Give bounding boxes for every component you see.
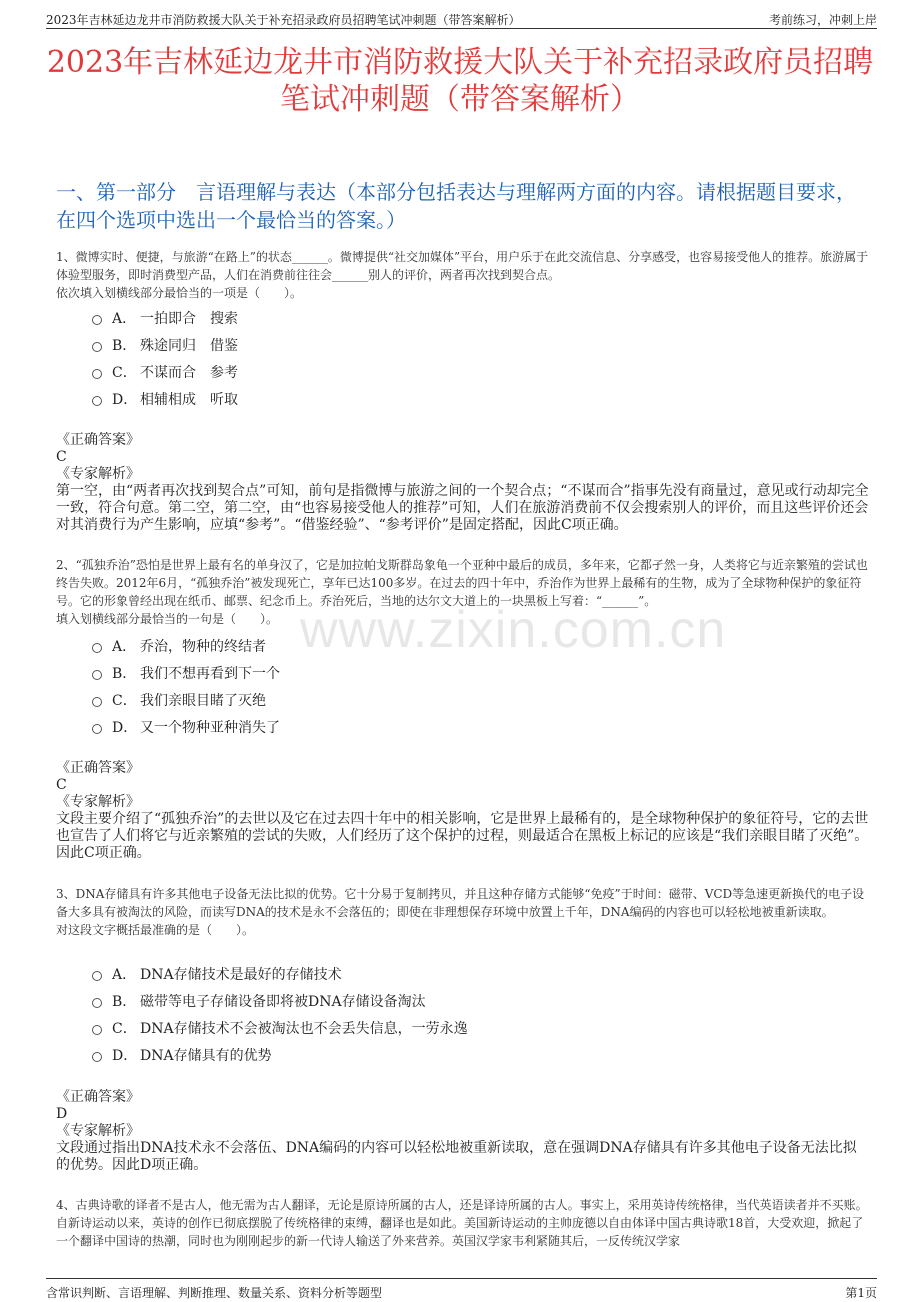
option-a[interactable]: A． 一拍即合 搜索 — [92, 308, 238, 328]
answer-label: 《正确答案》 — [56, 1089, 140, 1105]
answer-block-2 — [56, 760, 870, 862]
radio-icon[interactable] — [92, 998, 102, 1008]
radio-icon[interactable] — [92, 670, 102, 680]
option-c[interactable]: C． 我们亲眼目睹了灭绝 — [92, 690, 266, 710]
option-a[interactable]: A． 乔治，物种的终结者 — [92, 636, 266, 656]
radio-icon[interactable] — [92, 369, 102, 379]
footer-topics: 含常识判断、言语理解、判断推理、数量关系、资料分析等题型 — [46, 1286, 383, 1300]
answer-block-3 — [56, 1089, 870, 1174]
answer-label: 《正确答案》 — [56, 760, 140, 776]
radio-icon[interactable] — [92, 697, 102, 707]
answer-value: C — [56, 449, 67, 465]
footer-divider — [46, 1278, 877, 1279]
question-4 — [56, 1196, 870, 1274]
radio-icon[interactable] — [92, 396, 102, 406]
question-prompt: 依次填入划横线部分最恰当的一项是（ ）。 — [56, 286, 303, 300]
answer-block-1 — [56, 432, 870, 534]
option-d[interactable]: D． DNA存储具有的优势 — [92, 1045, 272, 1065]
analysis-label: 《专家解析》 — [56, 1123, 140, 1139]
section-heading: 一、第一部分 言语理解与表达（本部分包括表达与理解两方面的内容。请根据题目要求，在四个选项中选出一个最恰当的答案。） — [56, 180, 856, 232]
radio-icon[interactable] — [92, 1025, 102, 1035]
option-c[interactable]: C． DNA存储技术不会被淘汰也不会丢失信息，一劳永逸 — [92, 1018, 468, 1038]
page-footer — [0, 1278, 920, 1302]
question-prompt: 填入划横线部分最恰当的一句是（ ）。 — [56, 612, 279, 626]
option-c[interactable]: C． 不谋而合 参考 — [92, 362, 238, 382]
question-stem: 4、古典诗歌的译者不是古人，他无需为古人翻译，无论是原诗所属的古人，还是译诗所属的古人。事实上，采用英诗传统格律，当代英语读者并不买账。自新诗运动以来，英诗的创作已彻底摆脱了传统格律的束缚，翻译也是如此。美国新诗运动的主帅庞德以自由体译中国古典诗歌18首，大受欢迎，掀起了一个翻译中国诗的热潮，同时也为刚刚起步的新一代诗人输送了外来营养。英国汉学家韦利紧随其后，一反传统汉学家 — [56, 1198, 868, 1248]
radio-icon[interactable] — [92, 971, 102, 981]
radio-icon[interactable] — [92, 315, 102, 325]
option-b[interactable]: B． 磁带等电子存储设备即将被DNA存储设备淘汰 — [92, 991, 426, 1011]
question-stem: 2、“孤独乔治”恐怕是世界上最有名的单身汉了，它是加拉帕戈斯群岛象龟一个亚种中最后的成员，多年来，它都孑然一身，人类将它与近亲繁殖的尝试也终告失败。2012年6月，“孤独乔治”被发现死亡，享年已达100多岁。在过去的四十年中，乔治作为世界上最稀有的生物，成为了全球物种保护的象征符号。它的形象曾经出现在纸币、邮票、纪念币上。乔治死后，当地的达尔文大道上的一块黑板上写着：“______”。 — [56, 558, 868, 608]
answer-value: D — [56, 1106, 68, 1122]
analysis-text: 文段通过指出DNA技术永不会落伍、DNA编码的内容可以轻松地被重新读取，意在强调DNA存储具有许多其他电子设备无法比拟的优势。因此D项正确。 — [56, 1140, 857, 1173]
analysis-label: 《专家解析》 — [56, 466, 140, 482]
site-watermark: www.zixin.com.cn — [300, 601, 727, 659]
page-header — [0, 0, 920, 30]
question-stem: 3、DNA存储具有许多其他电子设备无法比拟的优势。它十分易于复制拷贝，并且这种存储方式能够“免疫”于时间：磁带、VCD等急速更新换代的电子设备大多具有被淘汰的风险，而读写DNA的技术是永不会落伍的；即使在非理想保存环境中放置上千年，DNA编码的内容也可以轻松地被重新读取。 — [56, 887, 865, 919]
question-stem: 1、微博实时、便捷，与旅游“在路上”的状态______。微博提供“社交加媒体”平台，用户乐于在此交流信息、分享感受，也容易接受他人的推荐。旅游属于体验型服务，即时消费型产品，人们在消费前往往会______别人的评价，两者再次找到契合点。 — [56, 250, 869, 282]
analysis-text: 文段主要介绍了“孤独乔治”的去世以及它在过去四十年中的相关影响，它是世界上最稀有的，是全球物种保护的象征符号，它的去世也宣告了人们将它与近亲繁殖的尝试的失败，人们经历了这个保护的过程，则最适合在黑板上标记的应该是“我们亲眼目睹了灭绝”。因此C项正确。 — [56, 811, 869, 861]
question-1 — [56, 248, 870, 302]
radio-icon[interactable] — [92, 724, 102, 734]
option-d[interactable]: D． 又一个物种亚种消失了 — [92, 717, 280, 737]
question-3 — [56, 885, 870, 939]
option-a[interactable]: A． DNA存储技术是最好的存储技术 — [92, 964, 342, 984]
page-number: 第1页 — [845, 1286, 877, 1300]
page-title: 2023年吉林延边龙井市消防救援大队关于补充招录政府员招聘笔试冲刺题（带答案解析） — [46, 45, 874, 117]
radio-icon[interactable] — [92, 643, 102, 653]
header-doc-title: 2023年吉林延边龙井市消防救援大队关于补充招录政府员招聘笔试冲刺题（带答案解析） — [46, 13, 521, 27]
option-d[interactable]: D． 相辅相成 听取 — [92, 389, 238, 409]
analysis-text: 第一空，由“两者再次找到契合点”可知，前句是指微博与旅游之间的一个契合点；“不谋而合”指事先没有商量过，意见或行动却完全一致，符合句意。第二空，第二空，由“也容易接受他人的推荐”可知，人们在旅游消费前不仅会搜索别人的评价，而且这些评价还会对其消费行为产生影响，应填“参考”。“借鉴经验”、“参考评价”是固定搭配，因此C项正确。 — [56, 483, 869, 533]
analysis-label: 《专家解析》 — [56, 794, 140, 810]
header-divider — [46, 28, 877, 29]
question-prompt: 对这段文字概括最准确的是（ ）。 — [56, 923, 255, 937]
answer-value: C — [56, 777, 67, 793]
header-slogan: 考前练习，冲刺上岸 — [768, 13, 877, 27]
option-b[interactable]: B． 殊途同归 借鉴 — [92, 335, 238, 355]
option-b[interactable]: B． 我们不想再看到下一个 — [92, 663, 280, 683]
answer-label: 《正确答案》 — [56, 432, 140, 448]
radio-icon[interactable] — [92, 342, 102, 352]
radio-icon[interactable] — [92, 1052, 102, 1062]
